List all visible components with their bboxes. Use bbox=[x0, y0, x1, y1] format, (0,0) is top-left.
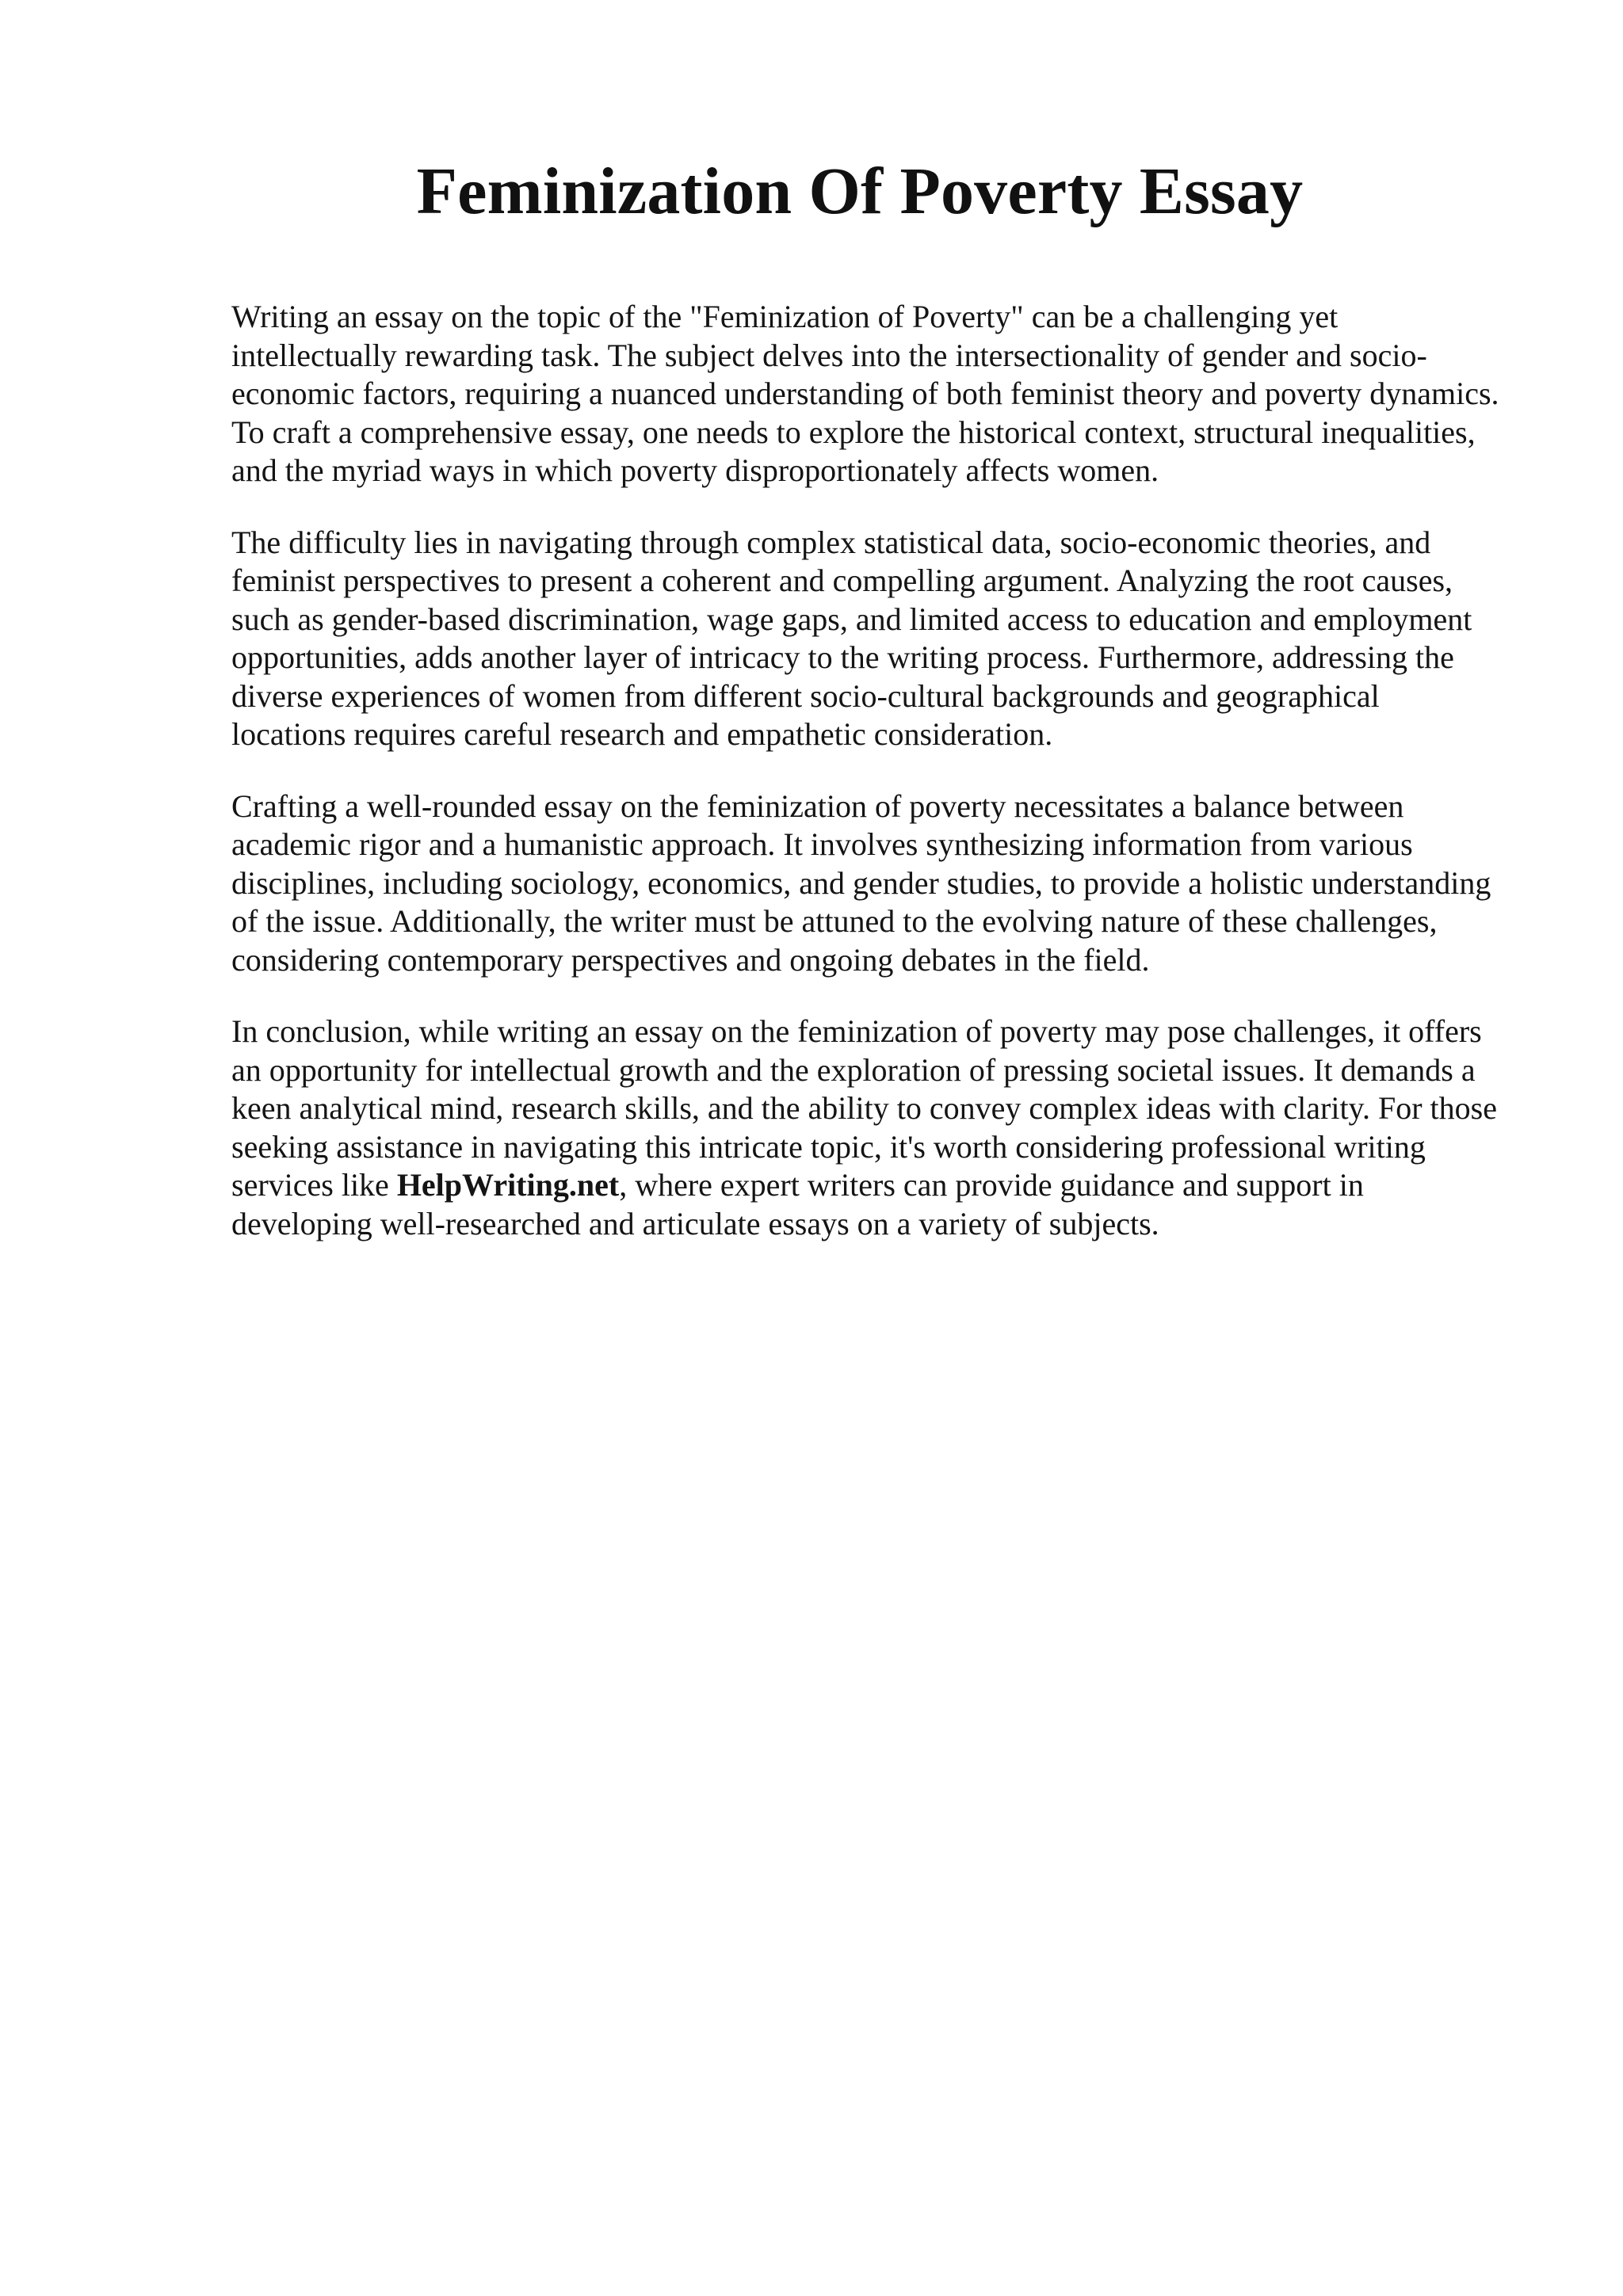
paragraph-approach: Crafting a well-rounded essay on the feminization of poverty necessitates a balance between academic rigor and a humanistic approach. It involves synthesizing information from various disciplines, including sociology, economics, and gender studies, to provide a holistic understanding of the issue. Additionally, the writer must be attuned to the evolving nature of these challenges, considering contemporary perspectives and ongoing debates in the field. bbox=[231, 788, 1491, 978]
conclusion-text-after: , where expert writers can provide guidance and support in developing well-researched and articulate essays on a variety of subjects. bbox=[231, 1167, 1364, 1241]
conclusion-text-before: In conclusion, while writing an essay on the feminization of poverty may pose challenges, it offers an opportunity for intellectual growth and the exploration of pressing societal issues. It demands a keen analytical mind, research skills, and the ability to convey complex ideas with clarity. For those seeking assistance in navigating this intricate topic, it's worth considering professional writing services like bbox=[231, 1013, 1497, 1203]
paragraph-intro: Writing an essay on the topic of the "Feminization of Poverty" can be a challenging yet intellectually rewarding task. The subject delves into the intersectionality of gender and socio-economic factors, requiring a nuanced understanding of both feminist theory and poverty dynamics. To craft a comprehensive essay, one needs to explore the historical context, structural inequalities, and the myriad ways in which poverty disproportionately affects women. bbox=[231, 299, 1499, 488]
paragraph-difficulty: The difficulty lies in navigating through complex statistical data, socio-economic theories, and feminist perspectives to present a coherent and compelling argument. Analyzing the root causes, such as gender-based discrimination, wage gaps, and limited access to education and employment opportunities, adds another layer of intricacy to the writing process. Furthermore, addressing the diverse experiences of women from different socio-cultural backgrounds and geographical locations requires careful research and empathetic consideration. bbox=[231, 524, 1472, 752]
document-body bbox=[231, 298, 1499, 1276]
helpwriting-link[interactable]: HelpWriting.net bbox=[396, 1167, 620, 1203]
paragraph-conclusion bbox=[231, 1013, 1499, 1243]
document-title: Feminization Of Poverty Essay bbox=[416, 154, 1304, 228]
